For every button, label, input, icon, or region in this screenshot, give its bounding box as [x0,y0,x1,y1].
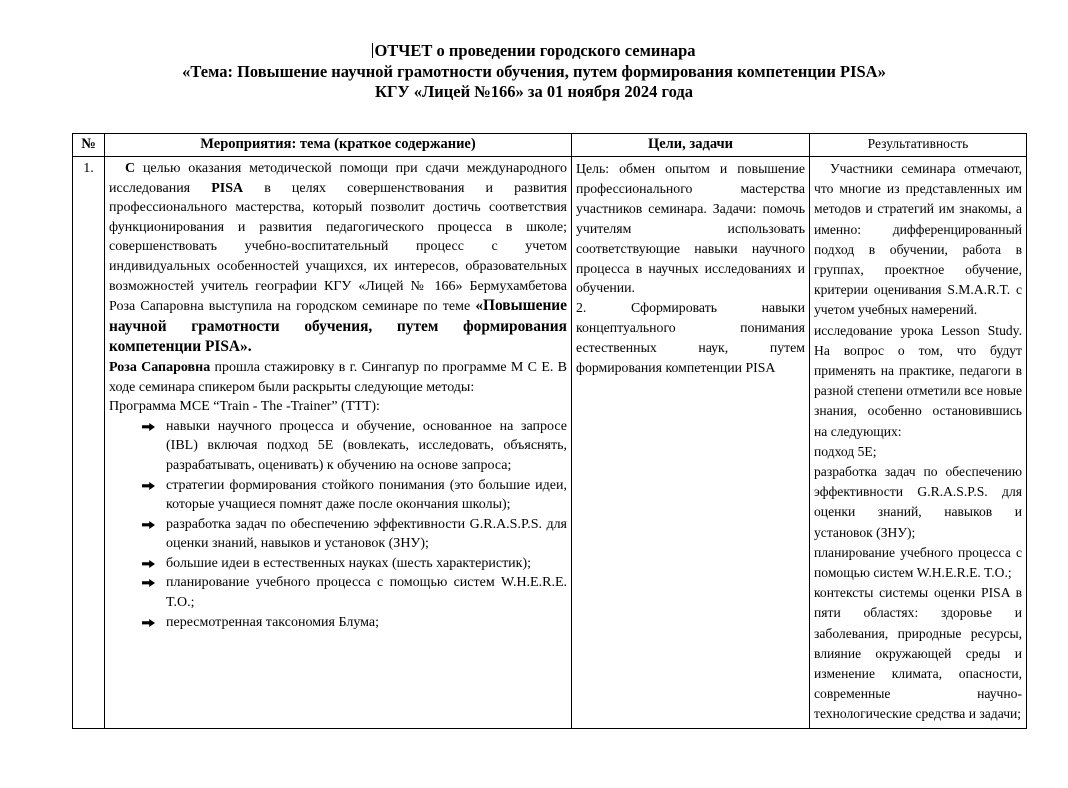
table-header-row [73,134,1027,157]
goals-paragraph-1: Цель: обмен опытом и повышение профессионального мастерства участников семинара. Задачи: помочь учителям использовать соответствующие навыки научного процесса в научных исследованиях и обучении. [576,161,805,296]
list-item [109,573,567,612]
list-item [109,554,567,574]
title-line-2: «Тема: Повышение научной грамотности обучения, путем формирования компетенции PISA» [182,61,886,81]
table-body [73,157,1027,729]
result-paragraph-1: Участники семинара отмечают, что многие из представленных им методов и стратегий им знакомы, а именно: дифференцированный подход в обучении, работа в группах, проектное обучение, критерии оценивания S.M.A.R.T. с учетом учебных намерений. [814,161,1022,318]
event-text-b: в целях совершенствования и развития профессионального мастерства, который позволит достичь соответствия функционирования и развития педагогического процесса в школе; совершенствовать учебно-воспитательный процесс с учетом индивидуальных особенностей учащихся, их интересов, образовательных возможностей учитель географии КГУ «Лицей № 166» Бермухамбетова Роза Сапаровна выступила на городском семинаре по теме [109,180,568,315]
list-item [109,476,567,515]
table-row [73,157,1027,729]
row-event-cell [105,157,572,729]
column-header-goals: Цели, задачи [572,134,810,157]
event-bullet-list [109,417,567,633]
document-title [0,0,1068,103]
row-result-cell [810,157,1027,729]
pisa-emphasis: PISA [211,180,244,196]
result-paragraph-4: разработка задач по обеспечению эффективности G.R.A.S.P.S. для оценки знаний, навыков и установок (ЗНУ); [814,464,1022,540]
row-number-cell: 1. [73,157,105,729]
list-item [109,515,567,554]
list-item-text: пересмотренная таксономия Блума; [166,614,380,630]
event-paragraph-1 [109,159,567,358]
event-text-a: целью оказания методической помощи при сдачи международного исследования [109,161,567,196]
goals-paragraph-2: 2. Сформировать навыки концептуального понимания естественных наук, путем формирования компетенции PISA [576,300,805,376]
result-paragraph-5: планирование учебного процесса с помощью систем W.H.E.R.E. T.O.; [814,544,1022,581]
event-paragraph-3: Программа МСЕ “Train - The -Trainer” (TTT): [109,399,380,415]
column-header-events: Мероприятия: тема (краткое содержание) [105,134,572,157]
result-paragraph-6: контексты системы оценки PISA в пяти областях: здоровье и заболевания, природные ресурсы, влияние окружающей среды и изменение климата, опасности, современные научно-технологические средства и задачи; [814,585,1022,722]
list-item-text: планирование учебного процесса с помощью систем W.H.E.R.E. T.O.; [166,575,567,611]
seminar-theme-emphasis: «Повышение научной грамотности обучения, путем формирования компетенции PISA». [109,297,568,356]
list-item [109,613,567,633]
arrow-bullet-icon [142,613,158,632]
row-goals-cell [572,157,810,729]
event-lead-letter: С [125,161,136,176]
list-item-text: большие идеи в естественных науках (шесть характеристик); [166,555,532,571]
speaker-name: Роза Сапаровна [109,359,211,375]
event-text-c: прошла стажировку в г. Сингапур по программе М С Е. В ходе семинара спикером были раскрыты следующие методы: [109,359,568,395]
column-header-results: Результативность [810,134,1027,157]
list-item [109,417,567,476]
result-paragraph-3: подход 5Е; [814,443,877,459]
arrow-bullet-icon [142,554,158,573]
arrow-bullet-icon [142,476,158,495]
list-item-text: разработка задач по обеспечению эффективности G.R.A.S.P.S. для оценки знаний, навыков и установок (ЗНУ); [166,516,567,552]
event-paragraph-2 [109,358,567,397]
column-header-number: № [73,134,105,157]
table-header [73,134,1027,157]
arrow-bullet-icon [142,515,158,534]
arrow-bullet-icon [142,417,158,436]
title-line-1-text: ОТЧЕТ о проведении городского семинара [374,41,696,60]
list-item-text: навыки научного процесса и обучение, основанное на запросе (IBL) включая подход 5Е (вовлекать, исследовать, объяснять, разрабатывать, оценивать) к обучению на основе запроса; [166,418,567,473]
title-line-1 [0,41,1068,62]
result-paragraph-2: исследование урока Lesson Study. На вопрос о том, что будут применять на практике, педагоги в разной степени отметили все новые знания, особенно остановившись на следующих: [814,322,1022,439]
arrow-bullet-icon [142,573,158,592]
list-item-text: стратегии формирования стойкого понимания (это большие идеи, которые учащиеся помнят даже после окончания школы); [166,477,567,513]
title-line-3: КГУ «Лицей №166» за 01 ноября 2024 года [375,82,693,101]
report-table [72,133,1027,729]
